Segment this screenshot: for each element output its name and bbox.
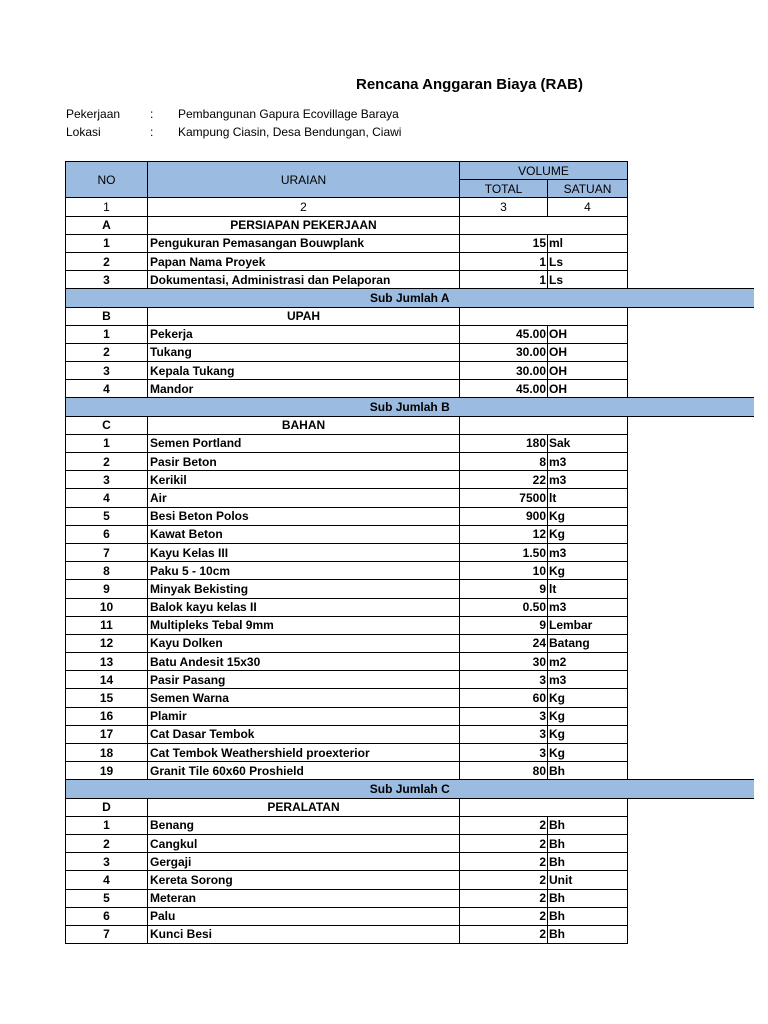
blank-cell xyxy=(628,162,754,180)
item-no: 12 xyxy=(66,634,148,652)
table-row xyxy=(66,562,754,580)
item-description: Air xyxy=(148,489,460,507)
section-volume-blank xyxy=(460,416,628,434)
blank-cell xyxy=(628,925,754,943)
item-description: Pengukuran Pemasangan Bouwplank xyxy=(148,234,460,252)
item-total: 3 xyxy=(460,725,548,743)
item-no: 6 xyxy=(66,907,148,925)
item-no: 11 xyxy=(66,616,148,634)
blank-cell xyxy=(628,907,754,925)
item-total: 2 xyxy=(460,907,548,925)
item-no: 1 xyxy=(66,234,148,252)
rab-table xyxy=(65,161,754,944)
blank-cell xyxy=(628,471,754,489)
item-no: 2 xyxy=(66,453,148,471)
blank-cell xyxy=(628,180,754,198)
item-total: 9 xyxy=(460,616,548,634)
table-row xyxy=(66,925,754,943)
blank-cell xyxy=(628,689,754,707)
blank-cell xyxy=(628,562,754,580)
item-unit: Unit xyxy=(548,871,628,889)
item-unit: Kg xyxy=(548,507,628,525)
item-total: 3 xyxy=(460,744,548,762)
table-row xyxy=(66,907,754,925)
item-no: 7 xyxy=(66,925,148,943)
item-unit: m3 xyxy=(548,671,628,689)
item-total: 7500 xyxy=(460,489,548,507)
item-description: Kayu Kelas III xyxy=(148,543,460,561)
item-no: 3 xyxy=(66,471,148,489)
blank-cell xyxy=(628,343,754,361)
section-volume-blank xyxy=(460,798,628,816)
subtotal-row xyxy=(66,289,754,307)
item-description: Palu xyxy=(148,907,460,925)
table-body xyxy=(66,216,754,944)
item-total: 1 xyxy=(460,252,548,270)
item-description: Pasir Beton xyxy=(148,453,460,471)
blank-cell xyxy=(628,580,754,598)
meta-separator: : xyxy=(150,125,154,139)
col-header-satuan: SATUAN xyxy=(548,180,628,198)
table-row xyxy=(66,362,754,380)
item-description: Kayu Dolken xyxy=(148,634,460,652)
subtotal-row xyxy=(66,398,754,416)
blank-cell xyxy=(628,671,754,689)
table-row xyxy=(66,580,754,598)
meta-label: Lokasi xyxy=(66,125,101,139)
item-no: 13 xyxy=(66,653,148,671)
item-unit: Bh xyxy=(548,762,628,780)
item-description: Minyak Bekisting xyxy=(148,580,460,598)
subtotal-label: Sub Jumlah A xyxy=(66,289,754,307)
table-row xyxy=(66,271,754,289)
item-description: Pekerja xyxy=(148,325,460,343)
item-unit: Kg xyxy=(548,689,628,707)
item-no: 2 xyxy=(66,252,148,270)
item-total: 2 xyxy=(460,834,548,852)
section-volume-blank xyxy=(460,216,628,234)
table-row xyxy=(66,744,754,762)
item-no: 4 xyxy=(66,489,148,507)
col-header-total: TOTAL xyxy=(460,180,548,198)
item-total: 15 xyxy=(460,234,548,252)
blank-cell xyxy=(628,598,754,616)
table-row xyxy=(66,871,754,889)
meta-label: Pekerjaan xyxy=(66,107,121,121)
meta-value: Pembangunan Gapura Ecovillage Baraya xyxy=(178,107,399,121)
item-description: Semen Portland xyxy=(148,434,460,452)
item-unit: Ls xyxy=(548,271,628,289)
item-total: 22 xyxy=(460,471,548,489)
item-no: 3 xyxy=(66,853,148,871)
col-number-3: 3 xyxy=(460,198,548,216)
item-unit: Bh xyxy=(548,834,628,852)
section-code: A xyxy=(66,216,148,234)
item-no: 9 xyxy=(66,580,148,598)
blank-cell xyxy=(628,507,754,525)
table-row xyxy=(66,507,754,525)
item-total: 900 xyxy=(460,507,548,525)
item-unit: Kg xyxy=(548,525,628,543)
item-unit: m3 xyxy=(548,543,628,561)
section-name: BAHAN xyxy=(148,416,460,434)
item-unit: m3 xyxy=(548,598,628,616)
item-no: 5 xyxy=(66,889,148,907)
meta-value: Kampung Ciasin, Desa Bendungan, Ciawi xyxy=(178,125,402,139)
blank-cell xyxy=(628,616,754,634)
item-unit: Bh xyxy=(548,853,628,871)
item-total: 30 xyxy=(460,653,548,671)
item-total: 3 xyxy=(460,707,548,725)
item-unit: Kg xyxy=(548,562,628,580)
blank-cell xyxy=(628,453,754,471)
item-no: 16 xyxy=(66,707,148,725)
item-no: 5 xyxy=(66,507,148,525)
table-row xyxy=(66,816,754,834)
item-description: Besi Beton Polos xyxy=(148,507,460,525)
item-unit: Bh xyxy=(548,889,628,907)
item-unit: OH xyxy=(548,343,628,361)
item-total: 3 xyxy=(460,671,548,689)
blank-cell xyxy=(628,325,754,343)
item-description: Kawat Beton xyxy=(148,525,460,543)
blank-cell xyxy=(628,707,754,725)
section-name: UPAH xyxy=(148,307,460,325)
table-row xyxy=(66,343,754,361)
table-row xyxy=(66,598,754,616)
blank-cell xyxy=(628,380,754,398)
item-unit: m2 xyxy=(548,653,628,671)
table-row xyxy=(66,671,754,689)
blank-cell xyxy=(628,307,754,325)
item-no: 7 xyxy=(66,543,148,561)
subtotal-row xyxy=(66,780,754,798)
blank-cell xyxy=(628,198,754,216)
item-no: 3 xyxy=(66,271,148,289)
table-row xyxy=(66,889,754,907)
item-total: 2 xyxy=(460,816,548,834)
item-total: 2 xyxy=(460,889,548,907)
item-description: Papan Nama Proyek xyxy=(148,252,460,270)
item-unit: Bh xyxy=(548,816,628,834)
item-no: 4 xyxy=(66,380,148,398)
item-description: Semen Warna xyxy=(148,689,460,707)
item-description: Cangkul xyxy=(148,834,460,852)
blank-cell xyxy=(628,416,754,434)
section-header-row xyxy=(66,216,754,234)
item-description: Kepala Tukang xyxy=(148,362,460,380)
col-header-volume: VOLUME xyxy=(460,162,628,180)
meta-separator: : xyxy=(150,107,154,121)
item-unit: Bh xyxy=(548,925,628,943)
blank-cell xyxy=(628,434,754,452)
item-no: 6 xyxy=(66,525,148,543)
item-total: 60 xyxy=(460,689,548,707)
blank-cell xyxy=(628,362,754,380)
table-row xyxy=(66,834,754,852)
table-row xyxy=(66,453,754,471)
item-unit: OH xyxy=(548,362,628,380)
item-total: 45.00 xyxy=(460,380,548,398)
blank-cell xyxy=(628,489,754,507)
item-description: Gergaji xyxy=(148,853,460,871)
item-unit: OH xyxy=(548,325,628,343)
item-unit: lt xyxy=(548,489,628,507)
item-total: 10 xyxy=(460,562,548,580)
table-row xyxy=(66,653,754,671)
item-description: Tukang xyxy=(148,343,460,361)
item-unit: Bh xyxy=(548,907,628,925)
blank-cell xyxy=(628,725,754,743)
item-unit: Ls xyxy=(548,252,628,270)
item-unit: Batang xyxy=(548,634,628,652)
table-row xyxy=(66,489,754,507)
item-no: 2 xyxy=(66,343,148,361)
item-description: Kunci Besi xyxy=(148,925,460,943)
section-code: C xyxy=(66,416,148,434)
item-description: Kerikil xyxy=(148,471,460,489)
table-row xyxy=(66,252,754,270)
item-unit: Kg xyxy=(548,744,628,762)
item-total: 80 xyxy=(460,762,548,780)
item-description: Plamir xyxy=(148,707,460,725)
item-unit: Kg xyxy=(548,725,628,743)
item-total: 45.00 xyxy=(460,325,548,343)
section-header-row xyxy=(66,307,754,325)
item-unit: OH xyxy=(548,380,628,398)
blank-cell xyxy=(628,816,754,834)
item-description: Kereta Sorong xyxy=(148,871,460,889)
section-name: PERSIAPAN PEKERJAAN xyxy=(148,216,460,234)
item-total: 0.50 xyxy=(460,598,548,616)
item-unit: Lembar xyxy=(548,616,628,634)
table-row xyxy=(66,380,754,398)
item-total: 8 xyxy=(460,453,548,471)
table-header xyxy=(66,162,754,217)
item-unit: m3 xyxy=(548,471,628,489)
blank-cell xyxy=(628,216,754,234)
table-row xyxy=(66,634,754,652)
blank-cell xyxy=(628,889,754,907)
blank-cell xyxy=(628,853,754,871)
item-no: 15 xyxy=(66,689,148,707)
item-total: 30.00 xyxy=(460,362,548,380)
item-description: Batu Andesit 15x30 xyxy=(148,653,460,671)
item-no: 3 xyxy=(66,362,148,380)
item-description: Cat Dasar Tembok xyxy=(148,725,460,743)
col-number-2: 2 xyxy=(148,198,460,216)
item-no: 1 xyxy=(66,816,148,834)
item-description: Pasir Pasang xyxy=(148,671,460,689)
blank-cell xyxy=(628,543,754,561)
item-description: Dokumentasi, Administrasi dan Pelaporan xyxy=(148,271,460,289)
item-total: 24 xyxy=(460,634,548,652)
table-row xyxy=(66,707,754,725)
table-row xyxy=(66,434,754,452)
blank-cell xyxy=(628,871,754,889)
blank-cell xyxy=(628,798,754,816)
table-row xyxy=(66,525,754,543)
item-total: 2 xyxy=(460,853,548,871)
table-row xyxy=(66,234,754,252)
blank-cell xyxy=(628,252,754,270)
blank-cell xyxy=(628,634,754,652)
item-no: 18 xyxy=(66,744,148,762)
item-no: 2 xyxy=(66,834,148,852)
item-unit: ml xyxy=(548,234,628,252)
section-header-row xyxy=(66,416,754,434)
table-row xyxy=(66,725,754,743)
blank-cell xyxy=(628,653,754,671)
item-no: 8 xyxy=(66,562,148,580)
document-title: Rencana Anggaran Biaya (RAB) xyxy=(356,76,583,93)
table-row xyxy=(66,325,754,343)
item-total: 1 xyxy=(460,271,548,289)
section-volume-blank xyxy=(460,307,628,325)
item-no: 17 xyxy=(66,725,148,743)
section-name: PERALATAN xyxy=(148,798,460,816)
item-no: 1 xyxy=(66,434,148,452)
item-description: Mandor xyxy=(148,380,460,398)
item-description: Paku 5 - 10cm xyxy=(148,562,460,580)
item-total: 2 xyxy=(460,871,548,889)
section-header-row xyxy=(66,798,754,816)
item-total: 2 xyxy=(460,925,548,943)
item-no: 14 xyxy=(66,671,148,689)
col-number-1: 1 xyxy=(66,198,148,216)
item-total: 1.50 xyxy=(460,543,548,561)
item-no: 4 xyxy=(66,871,148,889)
item-total: 12 xyxy=(460,525,548,543)
item-description: Cat Tembok Weathershield proexterior xyxy=(148,744,460,762)
section-code: B xyxy=(66,307,148,325)
blank-cell xyxy=(628,834,754,852)
col-header-no: NO xyxy=(66,162,148,198)
col-header-uraian: URAIAN xyxy=(148,162,460,198)
subtotal-label: Sub Jumlah C xyxy=(66,780,754,798)
subtotal-label: Sub Jumlah B xyxy=(66,398,754,416)
blank-cell xyxy=(628,271,754,289)
col-number-4: 4 xyxy=(548,198,628,216)
section-code: D xyxy=(66,798,148,816)
item-description: Meteran xyxy=(148,889,460,907)
item-description: Benang xyxy=(148,816,460,834)
table-row xyxy=(66,543,754,561)
item-description: Granit Tile 60x60 Proshield xyxy=(148,762,460,780)
item-description: Balok kayu kelas II xyxy=(148,598,460,616)
blank-cell xyxy=(628,525,754,543)
item-unit: m3 xyxy=(548,453,628,471)
item-unit: lt xyxy=(548,580,628,598)
item-no: 1 xyxy=(66,325,148,343)
table-row xyxy=(66,471,754,489)
item-no: 19 xyxy=(66,762,148,780)
item-unit: Kg xyxy=(548,707,628,725)
item-total: 180 xyxy=(460,434,548,452)
blank-cell xyxy=(628,234,754,252)
table-row xyxy=(66,853,754,871)
item-total: 30.00 xyxy=(460,343,548,361)
item-total: 9 xyxy=(460,580,548,598)
item-description: Multipleks Tebal 9mm xyxy=(148,616,460,634)
item-unit: Sak xyxy=(548,434,628,452)
item-no: 10 xyxy=(66,598,148,616)
table-row xyxy=(66,762,754,780)
table-row xyxy=(66,616,754,634)
blank-cell xyxy=(628,744,754,762)
table-row xyxy=(66,689,754,707)
blank-cell xyxy=(628,762,754,780)
